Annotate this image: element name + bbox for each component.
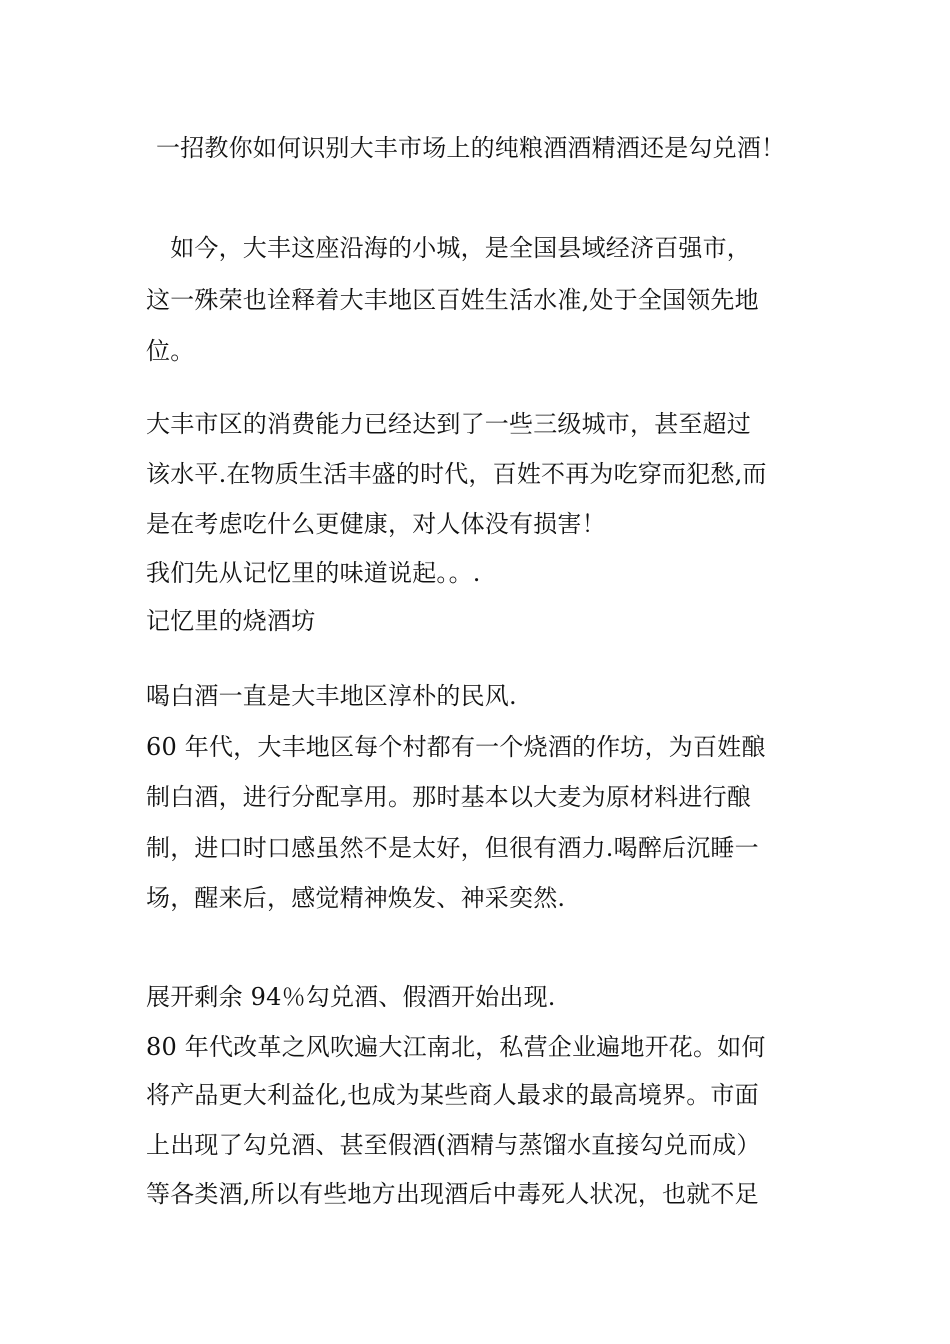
paragraph-line: 制，进口时口感虽然不是太好，但很有酒力.喝醉后沉睡一 [146, 834, 759, 862]
paragraph-line: 大丰市区的消费能力已经达到了一些三级城市，甚至超过 [146, 410, 751, 438]
paragraph-line: 等各类酒,所以有些地方出现酒后中毒死人状况，也就不足 [146, 1180, 759, 1208]
paragraph-line: 制白酒，进行分配享用。那时基本以大麦为原材料进行酿 [146, 783, 751, 811]
paragraph-line: 60 年代，大丰地区每个村都有一个烧酒的作坊，为百姓酿 [146, 733, 766, 761]
paragraph-line: 上出现了勾兑酒、甚至假酒(酒精与蒸馏水直接勾兑而成） [146, 1131, 761, 1159]
paragraph-line: 如今，大丰这座沿海的小城，是全国县域经济百强市， [146, 234, 751, 262]
paragraph-line: 我们先从记忆里的味道说起。。. [146, 559, 481, 587]
paragraph-line: 位。 [146, 337, 195, 365]
paragraph-line: 该水平.在物质生活丰盛的时代，百姓不再为吃穿而犯愁,而 [146, 460, 767, 488]
paragraph-line: 80 年代改革之风吹遍大江南北，私营企业遍地开花。如何 [146, 1033, 766, 1061]
paragraph-line: 喝白酒一直是大丰地区淳朴的民风. [146, 682, 517, 710]
paragraph-line: 这一殊荣也诠释着大丰地区百姓生活水准,处于全国领先地 [146, 286, 759, 314]
section-heading: 记忆里的烧酒坊 [146, 607, 316, 635]
paragraph-line: 是在考虑吃什么更健康，对人体没有损害！ [146, 510, 606, 538]
paragraph-line: 场，醒来后，感觉精神焕发、神采奕然. [146, 884, 566, 912]
section-heading: 展开剩余 94％勾兑酒、假酒开始出现. [146, 983, 556, 1011]
paragraph-line: 将产品更大利益化,也成为某些商人最求的最高境界。市面 [146, 1081, 759, 1109]
document-title: 一招教你如何识别大丰市场上的纯粮酒酒精酒还是勾兑酒！ [156, 134, 786, 162]
